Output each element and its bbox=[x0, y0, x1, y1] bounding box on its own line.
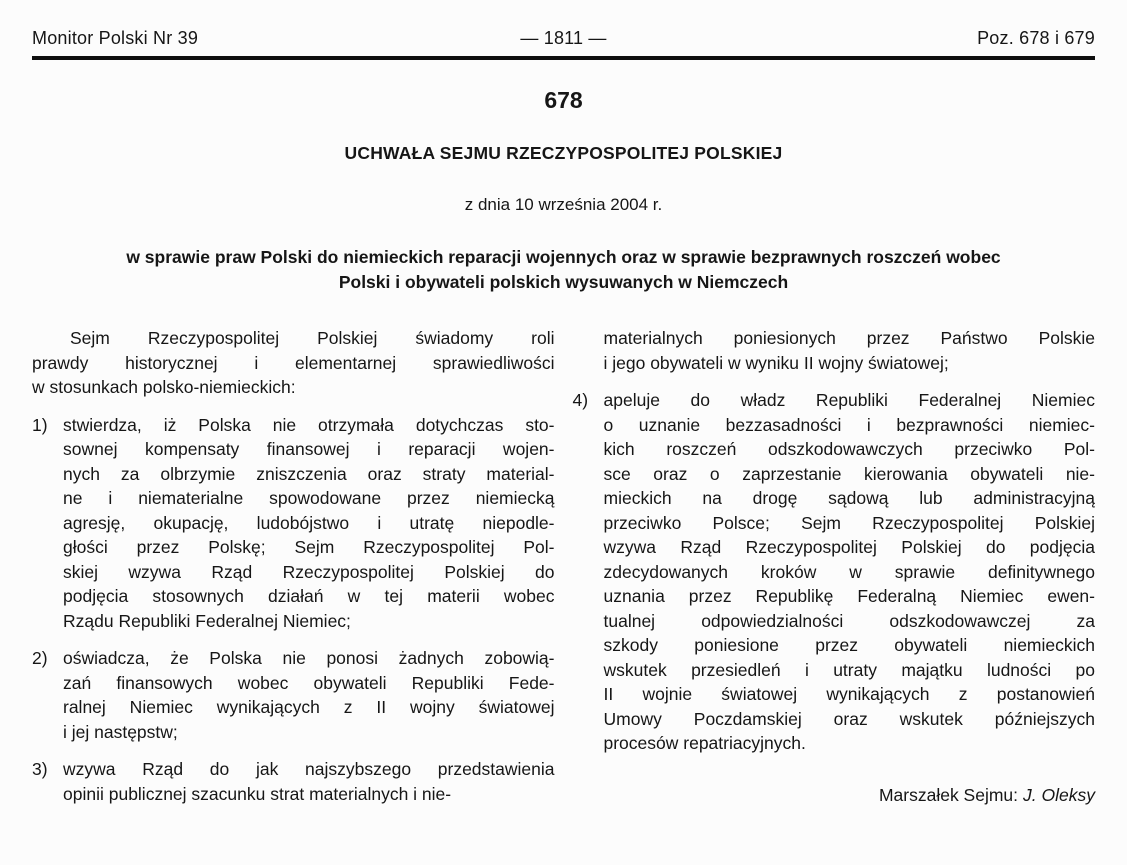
text-line: sownej kompensaty finansowej i reparacji wojen- bbox=[63, 439, 555, 459]
act-subject bbox=[32, 245, 1095, 295]
text-line: i jej następstw; bbox=[63, 721, 178, 742]
numbered-item-2 bbox=[32, 646, 555, 744]
item-number: 1) bbox=[32, 414, 48, 435]
text-line: uznania przez Republikę Federalną Niemiec ewen- bbox=[603, 586, 1095, 606]
text-line: agresję, okupację, ludobójstwo i utratę niepodle- bbox=[63, 512, 555, 533]
intro-paragraph bbox=[32, 326, 555, 400]
text-line: procesów repatriacyjnych. bbox=[603, 733, 806, 753]
act-subject-line-1: w sprawie praw Polski do niemieckich reparacji wojennych oraz w sprawie bezprawnych roszczeń wobec bbox=[126, 247, 1001, 267]
text-line: wzywa Rząd Rzeczypospolitej Polskiej do podjęcia bbox=[603, 537, 1095, 557]
page-number: — 1811 — bbox=[520, 28, 607, 48]
item-3-continuation bbox=[573, 326, 1096, 375]
act-subject-line-2: Polski i obywateli polskich wysuwanych w Niemczech bbox=[338, 272, 789, 292]
text-line: w stosunkach polsko-niemieckich: bbox=[32, 377, 296, 397]
text-line: przeciwko Polsce; Sejm Rzeczypospolitej Polskiej bbox=[603, 512, 1095, 533]
text-line: ne i niematerialne spowodowane przez niemiecką bbox=[63, 488, 555, 508]
text-line: oświadcza, że Polska nie ponosi żadnych zobowią- bbox=[63, 648, 555, 668]
item-number: 2) bbox=[32, 648, 48, 668]
item-text bbox=[63, 757, 555, 806]
numbered-item-3 bbox=[32, 757, 555, 806]
journal-title: Monitor Polski Nr 39 bbox=[32, 28, 199, 48]
right-column bbox=[573, 326, 1096, 807]
text-line: ralnej Niemiec wynikających z II wojny światowej bbox=[63, 697, 555, 717]
text-line: tualnej odpowiedzialności odszkodowawczej za bbox=[603, 610, 1095, 631]
item-text bbox=[604, 388, 1096, 756]
text-line: wzywa Rząd do jak najszybszego przedstawienia bbox=[63, 759, 555, 779]
signature-label: Marszałek Sejmu: bbox=[878, 784, 1019, 805]
text-line: zdecydowanych kroków w sprawie definitywnego bbox=[603, 561, 1095, 582]
header-rule bbox=[32, 56, 1095, 60]
text-line: apeluje do władz Republiki Federalnej Niemiec bbox=[603, 390, 1095, 410]
item-text bbox=[604, 326, 1096, 375]
item-number: 4) bbox=[572, 390, 589, 410]
text-line: skiej wzywa Rząd Rzeczypospolitej Polskiej do bbox=[63, 561, 555, 582]
item-text bbox=[63, 646, 555, 744]
body-columns bbox=[32, 326, 1095, 807]
text-line: zań finansowych wobec obywateli Republiki Fede- bbox=[63, 672, 555, 693]
item-text bbox=[63, 413, 555, 634]
text-line: Umowy Poczdamskiej oraz wskutek późniejszych bbox=[603, 708, 1095, 729]
text-line: prawdy historycznej i elementarnej sprawiedliwości bbox=[32, 352, 555, 373]
numbered-item-4 bbox=[573, 388, 1096, 756]
text-line: nych za olbrzymie zniszczenia oraz straty material- bbox=[63, 463, 555, 484]
signature-line bbox=[573, 783, 1096, 808]
text-line: Sejm Rzeczypospolitej Polskiej świadomy roli bbox=[70, 328, 555, 348]
act-number: 678 bbox=[544, 87, 583, 113]
numbered-item-1 bbox=[32, 413, 555, 634]
item-number: 3) bbox=[32, 759, 48, 779]
text-line: mieckich na drogę sądową lub administracyjną bbox=[603, 488, 1095, 508]
text-line: II wojnie światowej wynikających z postanowień bbox=[603, 684, 1095, 704]
left-column bbox=[32, 326, 555, 807]
text-line: wskutek przesiedleń i utraty majątku ludności po bbox=[603, 659, 1095, 680]
act-title: UCHWAŁA SEJMU RZECZYPOSPOLITEJ POLSKIEJ bbox=[344, 143, 783, 163]
position-number: Poz. 678 i 679 bbox=[977, 28, 1095, 48]
act-date: z dnia 10 września 2004 r. bbox=[464, 195, 663, 214]
text-line: sce oraz o zaprzestanie kierowania obywateli nie- bbox=[603, 463, 1095, 484]
text-line: podjęcia stosownych działań w tej materii wobec bbox=[63, 586, 555, 606]
running-header bbox=[32, 28, 1095, 49]
signature-name: J. Oleksy bbox=[1023, 784, 1095, 805]
text-line: materialnych poniesionych przez Państwo Polskie bbox=[603, 328, 1095, 348]
text-line: głości przez Polskę; Sejm Rzeczypospolitej Pol- bbox=[63, 537, 555, 557]
text-line: stwierdza, iż Polska nie otrzymała dotychczas sto- bbox=[63, 414, 555, 435]
text-line: Rządu Republiki Federalnej Niemiec; bbox=[63, 610, 351, 631]
text-line: szkody poniesione przez obywateli niemieckich bbox=[603, 635, 1095, 655]
text-line: i jego obywateli w wyniku II wojny światowej; bbox=[603, 352, 949, 373]
text-line: o uznanie bezzasadności i bezprawności niemiec- bbox=[603, 414, 1095, 435]
text-line: kich roszczeń odszkodowawczych przeciwko Pol- bbox=[603, 439, 1095, 459]
text-line: opinii publicznej szacunku strat materialnych i nie- bbox=[63, 783, 452, 804]
